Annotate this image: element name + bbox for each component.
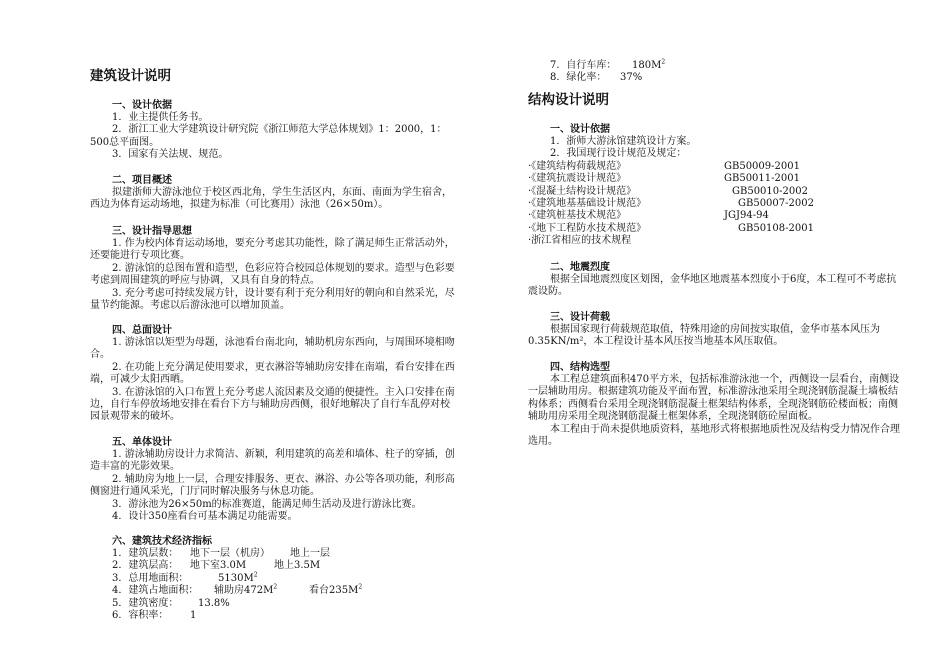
- paragraph: 本工程总建筑面积470平方米，包括标准游泳池一个，西侧设一层看台，南侧设一层辅助用房。根据建筑功能及平面布置，标准游泳池采用全现浇钢筋混凝土墙板结构体系；西侧看台采用全现浇钢筋混凝土框架结构体系，全现浇钢筋砼楼面板；南侧辅助用房采用全现浇钢筋混凝土框架体系，全现浇钢筋砼屋面板。: [528, 374, 900, 423]
- arch-section-body: [90, 112, 458, 162]
- arch-section-heading: 一、设计依据: [112, 100, 172, 111]
- paragraph: 1. 游泳馆以矩型为母题，泳池看台南北向，辅助机房东西向，与周围环境相吻合。: [90, 337, 455, 361]
- indicator-value: [632, 60, 665, 72]
- paragraph: 3. 充分考虑可持续发展方针，设计要有利于充分利用好的朝向和自然采光，尽量节约能源。考虑以后游泳池可以增加顶盖。: [90, 287, 455, 312]
- indicator-label: 6．容积率：: [112, 609, 169, 621]
- indicator-label: 8．绿化率：: [550, 72, 607, 84]
- paragraph: 1．业主提供任务书。: [112, 112, 209, 123]
- indicator-label: 1．建筑层数：: [112, 548, 179, 559]
- paragraph: 根据全国地震烈度区划图，金华地区地震基本烈度小于6度，本工程可不考虑抗震设防。: [528, 274, 897, 298]
- indicator-number: 5130M: [218, 572, 254, 584]
- arch-section-heading: 五、单体设计: [112, 437, 172, 448]
- standard-code: JGJ94-94: [724, 210, 769, 222]
- paragraph: 1. 作为校内体育运动场地，要充分考虑其功能性，除了满足师生正常活动外，还要能进行专项比赛。: [90, 238, 455, 262]
- superscript: 2: [273, 583, 278, 591]
- arch-section-body: [90, 337, 458, 424]
- arch-section-body: [90, 187, 458, 212]
- standard-row: [528, 186, 900, 198]
- struct-basis-body: [528, 136, 900, 248]
- paragraph: 1．浙师大游泳馆建筑设计方案。: [550, 136, 697, 147]
- indicator-row: [90, 560, 458, 572]
- indicator-label: 4．建筑占地面积：: [112, 585, 199, 597]
- indicators-list: [90, 548, 458, 622]
- paragraph: 本工程由于尚未提供地质资料，基地形式将根据地质性况及结构受力情况作合理选用。: [528, 423, 900, 448]
- structure-title: 结构设计说明: [528, 92, 609, 108]
- struct-section-body: [528, 324, 900, 349]
- standard-row: [528, 210, 900, 222]
- paragraph: 3. 在游泳馆的入口布置上充分考虑人流因素及交通的便捷性。主入口安排在南边，自行车停放场地安排在看台下方与辅助房西侧，很好地解决了自行车乱停对校园景观带来的破坏。: [90, 386, 455, 423]
- standard-code: GB50011-2001: [724, 173, 800, 185]
- struct-section-body: [528, 374, 900, 448]
- indicator-number: 看台235M: [309, 585, 359, 597]
- indicator-number: 180M: [632, 60, 662, 71]
- standard-code: GB50010-2002: [732, 185, 808, 197]
- paragraph: 2. 在功能上充分满足使用要求，更衣淋浴等辅助房安排在南端，看台安排在西端，可减少太阳西晒。: [90, 361, 455, 386]
- architecture-title: 建筑设计说明: [90, 68, 171, 84]
- superscript: 2: [661, 58, 666, 66]
- arch-section-heading: 四、总面设计: [112, 325, 172, 336]
- indicator-value: 13.8%: [198, 597, 230, 609]
- indicators-continued: [528, 60, 900, 85]
- indicator-value: [218, 573, 258, 585]
- paragraph: 1. 游泳辅助房设计力求简洁、新颖，利用建筑的高差和墙体、柱子的穿插，创造丰富的光影效果。: [90, 449, 455, 473]
- paragraph: 3．游泳池为26×50m的标准赛道，能满足师生活动及进行游泳比赛。: [112, 498, 422, 510]
- indicator-value: 地上一层: [290, 548, 330, 559]
- paragraph: 拟建浙师大游泳池位于校区西北角，学生生活区内，东面、南面为学生宿舍，西边为体育运动场地，拟建为标准（可比赛用）泳池（26×50m）。: [90, 187, 452, 211]
- indicator-row: [528, 72, 900, 84]
- struct-section-heading: 四、结构选型: [550, 362, 610, 373]
- superscript: 2: [358, 583, 363, 591]
- indicator-value: 1: [190, 609, 197, 621]
- paragraph: 3．国家有关法规、规范。: [112, 149, 229, 161]
- indicator-label: 3．总用地面积：: [112, 572, 189, 584]
- standard-name: ·《建筑桩基技术规范》: [528, 210, 627, 222]
- indicator-number: 辅助房472M: [214, 585, 274, 597]
- struct-section-heading: 三、设计荷载: [550, 312, 610, 323]
- indicator-label: 5．建筑密度：: [112, 597, 179, 609]
- indicator-row: [90, 598, 458, 610]
- standard-name: ·《建筑结构荷载规范》: [528, 160, 627, 172]
- standard-row: [528, 161, 900, 173]
- indicator-value: 37%: [620, 72, 643, 84]
- struct-section-body: [528, 274, 900, 299]
- struct-section-heading: 一、设计依据: [550, 124, 610, 135]
- standard-name: ·《建筑地基基础设计规范》: [528, 197, 647, 209]
- arch-section-body: [90, 449, 458, 523]
- indicator-value: 地上3.5M: [274, 560, 321, 572]
- paragraph: 根据国家现行荷载规范取值，特殊用途的房间按实取值，金华市基本风压为0.35KN/m²，本工程设计基本风压按当地基本风压取值。: [528, 324, 880, 348]
- indicator-value: 地下室3.0M: [190, 560, 247, 572]
- indicator-row: [90, 548, 458, 560]
- standard-row: [528, 223, 900, 235]
- indicator-value: 地下一层（机房）: [190, 548, 270, 559]
- standard-name: ·《地下工程防水技术规范》: [528, 222, 647, 234]
- paragraph: 2．浙江工业大学建筑设计研究院《浙江师范大学总体规划》1：2000，1：500总平面图。: [90, 124, 447, 148]
- paragraph: 4．设计350座看台可基本满足功能需要。: [112, 511, 298, 523]
- paragraph: ·浙江省相应的技术规程: [528, 235, 632, 247]
- indicator-row: [528, 60, 900, 72]
- indicator-label: 7．自行车库：: [550, 60, 617, 71]
- indicator-label: 2．建筑层高：: [112, 560, 179, 572]
- struct-section-heading: 二、地震烈度: [550, 262, 610, 273]
- arch-section-body: [90, 238, 458, 312]
- standard-code: GB50108-2001: [738, 222, 814, 234]
- superscript: 2: [253, 571, 258, 579]
- standard-name: ·《混凝土结构设计规范》: [528, 185, 637, 197]
- paragraph: 2．我国现行设计规范及规定：: [550, 148, 687, 160]
- paragraph: 2. 辅助房为地上一层，合理安排服务、更衣、淋浴、办公等各项功能，利形高侧窗进行通风采光，门厅同时解决服务与休息功能。: [90, 473, 455, 498]
- standard-code: GB50007-2002: [738, 197, 814, 209]
- indicator-row: [90, 585, 458, 597]
- arch-section-heading: 三、设计指导思想: [112, 226, 192, 237]
- paragraph: 2. 游泳馆的总图布置和造型，色彩应符合校园总体规划的要求。造型与色彩要考虑到周围建筑的呼应与协调，又具有自身的特点。: [90, 262, 455, 287]
- indicator-value: [309, 585, 362, 597]
- arch-indicators-heading: 六、建筑技术经济指标: [112, 536, 212, 547]
- standard-code: GB50009-2001: [724, 160, 800, 172]
- standard-row: [528, 173, 900, 185]
- indicator-row: [90, 610, 458, 622]
- indicator-value: [214, 585, 309, 597]
- standard-name: ·《建筑抗震设计规范》: [528, 173, 627, 185]
- arch-section-heading: 二、项目概述: [112, 175, 172, 186]
- standard-row: [528, 198, 900, 210]
